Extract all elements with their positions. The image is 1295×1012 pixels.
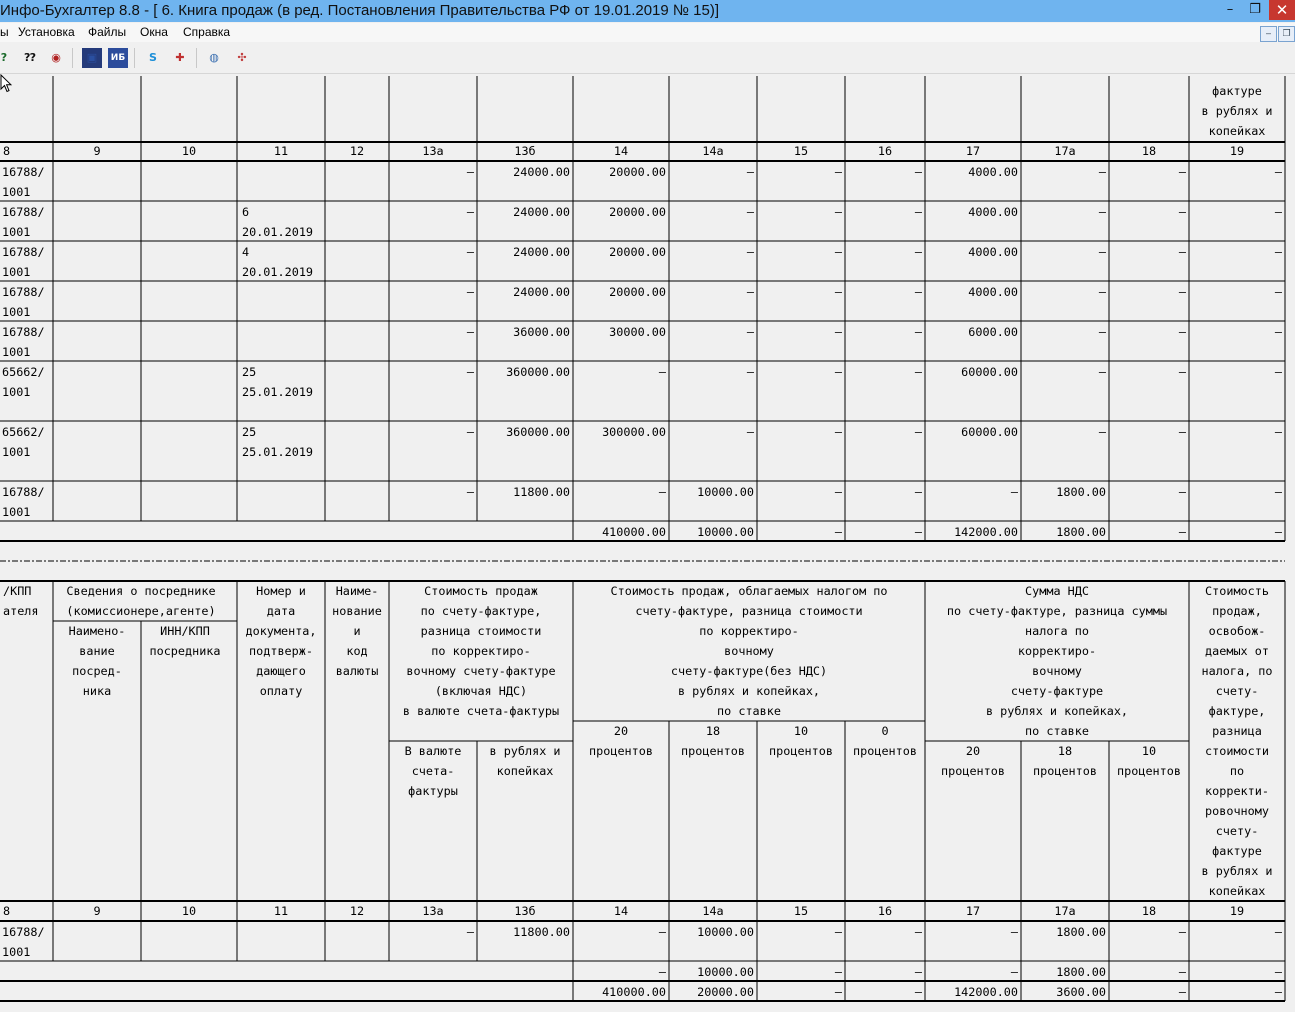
column-header-17-18: по ставке [1025, 724, 1089, 738]
column-number: 15 [793, 144, 809, 158]
column-header-14-16: счету-фактуре, разница стоимости [635, 604, 863, 618]
total-cell-c16: – [914, 985, 922, 999]
total-cell-c19: – [1274, 985, 1282, 999]
menu-item-windows[interactable]: Окна [140, 25, 168, 39]
amount-cell-c13b: 36000.00 [513, 325, 570, 339]
menu-item-partial[interactable]: ы [0, 25, 9, 39]
menu-bar [0, 23, 1295, 42]
amount-cell-c17: 4000.00 [968, 245, 1018, 259]
column-header-19: копейках [1208, 884, 1266, 898]
column-number: 8 [3, 144, 11, 158]
amount-cell-c19: – [1274, 485, 1282, 499]
invoice-inn-cell: 1001 [2, 225, 31, 239]
payment-document-cell: 25.01.2019 [242, 385, 314, 399]
column-header-19: освобож- [1208, 624, 1266, 638]
column-header-19: стоимости [1205, 744, 1269, 758]
column-header-18: 10 [1141, 744, 1157, 758]
column-number: 18 [1141, 144, 1157, 158]
mouse-cursor-icon [0, 74, 12, 94]
amount-cell-c17: – [1010, 925, 1018, 939]
amount-cell-c17: 4000.00 [968, 205, 1018, 219]
amount-cell-c16: – [914, 165, 922, 179]
column-header-18: процентов [1117, 764, 1181, 778]
total-cell-c17: 142000.00 [954, 525, 1018, 539]
column-number: 18 [1141, 904, 1157, 918]
column-header-13: в валюте счета-фактуры [402, 704, 560, 718]
amount-cell-c13b: 24000.00 [513, 245, 570, 259]
column-header-14: процентов [589, 744, 653, 758]
amount-cell-c13b: 360000.00 [506, 425, 570, 439]
amount-cell-c14a: 10000.00 [697, 925, 754, 939]
amount-cell-c13a: – [466, 485, 474, 499]
total-cell-c18: – [1178, 525, 1186, 539]
amount-cell-c14: – [658, 485, 666, 499]
column-header-11: документа, [245, 624, 317, 638]
column-number: 15 [793, 904, 809, 918]
invoice-inn-cell: 16788/ [2, 325, 45, 339]
column-header-16: 0 [881, 724, 889, 738]
column-header-14-16: Стоимость продаж, облагаемых налогом по [610, 584, 888, 598]
invoice-inn-cell: 1001 [2, 345, 31, 359]
amount-cell-c18: – [1178, 325, 1186, 339]
column-header-13: разница стоимости [420, 624, 542, 638]
total-cell-c15: – [834, 525, 842, 539]
amount-cell-c13b: 360000.00 [506, 365, 570, 379]
column-number: 16 [877, 904, 893, 918]
column-header-13a: В валюте [404, 744, 462, 758]
column-header-17-18: Сумма НДС [1025, 584, 1089, 598]
payment-document-cell: 20.01.2019 [242, 225, 314, 239]
menu-item-files[interactable]: Файлы [88, 25, 127, 39]
amount-cell-c17: 4000.00 [968, 285, 1018, 299]
column-header-13b: в рублях и [489, 744, 561, 758]
column-header-15: 10 [793, 724, 809, 738]
amount-cell-c19: – [1274, 245, 1282, 259]
amount-cell-c17: 60000.00 [961, 425, 1018, 439]
amount-cell-c13a: – [466, 925, 474, 939]
amount-cell-c19: – [1274, 285, 1282, 299]
amount-cell-c17a: – [1098, 285, 1106, 299]
amount-cell-c13a: – [466, 205, 474, 219]
column-header-11: дающего [256, 664, 306, 678]
column-header-12: нование [332, 604, 382, 618]
invoice-inn-cell: 16788/ [2, 205, 45, 219]
invoice-inn-cell: 1001 [2, 505, 31, 519]
total-cell-c14: 410000.00 [602, 525, 666, 539]
amount-cell-c16: – [914, 425, 922, 439]
total-cell-c15: – [834, 965, 842, 979]
amount-cell-c14a: 10000.00 [697, 485, 754, 499]
ib10-icon[interactable]: ИБ [108, 48, 128, 68]
column-number: 14 [613, 904, 629, 918]
amount-cell-c17: – [1010, 485, 1018, 499]
column-number: 13б [514, 144, 536, 158]
total-cell-c14a: 20000.00 [697, 985, 754, 999]
amount-cell-c17a: 1800.00 [1056, 485, 1106, 499]
column-header-10: посредника [149, 644, 221, 658]
amount-cell-c17a: – [1098, 425, 1106, 439]
column-number: 11 [273, 904, 289, 918]
amount-cell-c14a: – [746, 245, 754, 259]
invoice-inn-cell: 16788/ [2, 485, 45, 499]
toolbar-separator [72, 48, 73, 68]
amount-cell-c16: – [914, 205, 922, 219]
amount-cell-c17: 4000.00 [968, 165, 1018, 179]
column-header-19: ровочному [1205, 804, 1269, 818]
total-cell-c17a: 3600.00 [1056, 985, 1106, 999]
menu-item-help[interactable]: Справка [183, 25, 231, 39]
column-header-19: налога, по [1201, 664, 1273, 678]
sales-book-report[interactable] [0, 74, 1295, 1012]
column-header-14-16: счету-фактуре(без НДС) [670, 664, 828, 678]
column-header-13b: копейках [496, 764, 554, 778]
amount-cell-c17a: – [1098, 245, 1106, 259]
column-header-19: фактуре [1212, 84, 1262, 98]
column-header-17-18: счету-фактуре [1010, 684, 1104, 698]
amount-cell-c14a: – [746, 365, 754, 379]
column-number: 14 [613, 144, 629, 158]
column-header-13: (включая НДС) [434, 684, 528, 698]
lifebuoy-icon[interactable]: ✚ [175, 51, 185, 64]
amount-cell-c13a: – [466, 245, 474, 259]
amount-cell-c18: – [1178, 245, 1186, 259]
column-header-19: копейках [1208, 124, 1266, 138]
intermediary-header: Сведения о посреднике [66, 584, 216, 598]
column-header-9: посред- [72, 664, 122, 678]
amount-cell-c14: 30000.00 [609, 325, 666, 339]
column-number: 19 [1229, 904, 1245, 918]
amount-cell-c14: – [658, 925, 666, 939]
column-header-13: вочному счету-фактуре [406, 664, 556, 678]
amount-cell-c19: – [1274, 925, 1282, 939]
amount-cell-c15: – [834, 425, 842, 439]
column-number: 12 [349, 144, 365, 158]
column-number: 17 [965, 904, 981, 918]
column-number: 12 [349, 904, 365, 918]
column-header-17a: 18 [1057, 744, 1073, 758]
invoice-inn-cell: 1001 [2, 945, 31, 959]
column-number: 14а [702, 904, 724, 918]
payment-document-cell: 6 [242, 205, 250, 219]
amount-cell-c16: – [914, 485, 922, 499]
total-cell-c18: – [1178, 965, 1186, 979]
column-header-14-16: по ставке [717, 704, 781, 718]
toolbar-separator [134, 48, 135, 68]
amount-cell-c13a: – [466, 285, 474, 299]
total-cell-c14: – [658, 965, 666, 979]
total-cell-c16: – [914, 965, 922, 979]
column-header-9: ника [82, 684, 112, 698]
column-header-12: и [353, 624, 361, 638]
column-header-8: /КПП [3, 584, 32, 598]
amount-cell-c19: – [1274, 365, 1282, 379]
amount-cell-c15: – [834, 925, 842, 939]
column-number: 13а [422, 144, 444, 158]
column-header-19: фактуре, [1208, 704, 1266, 718]
amount-cell-c18: – [1178, 925, 1186, 939]
column-number: 19 [1229, 144, 1245, 158]
column-number: 13б [514, 904, 536, 918]
close-button[interactable]: ✕ [1269, 0, 1295, 20]
column-header-17-18: в рублях и копейках, [985, 704, 1129, 718]
column-number: 17а [1054, 144, 1076, 158]
payment-document-cell: 25 [242, 365, 257, 379]
amount-cell-c15: – [834, 285, 842, 299]
column-number: 8 [3, 904, 11, 918]
column-header-13a: фактуры [408, 784, 458, 798]
column-header-17-18: по счету-фактуре, разница суммы [946, 604, 1168, 618]
amount-cell-c14a: – [746, 425, 754, 439]
column-header-19: счету- [1215, 824, 1259, 838]
column-header-15: процентов [769, 744, 833, 758]
globe-icon[interactable]: ◍ [209, 51, 219, 64]
amount-cell-c13b: 11800.00 [513, 485, 570, 499]
column-header-19: по [1229, 764, 1245, 778]
column-header-17a: процентов [1033, 764, 1097, 778]
column-header-11: Номер и [256, 584, 306, 598]
amount-cell-c13a: – [466, 325, 474, 339]
column-header-14a: 18 [705, 724, 721, 738]
skype-icon[interactable]: S [149, 51, 157, 64]
column-header-9: вание [79, 644, 115, 658]
amount-cell-c15: – [834, 165, 842, 179]
invoice-inn-cell: 16788/ [2, 285, 45, 299]
column-number: 9 [93, 144, 101, 158]
payment-document-cell: 25 [242, 425, 257, 439]
column-header-19: Стоимость [1205, 584, 1269, 598]
amount-cell-c17a: – [1098, 365, 1106, 379]
amount-cell-c13b: 24000.00 [513, 205, 570, 219]
column-header-17-18: налога по [1025, 624, 1089, 638]
book-icon[interactable]: ▣ [82, 48, 102, 68]
column-number: 11 [273, 144, 289, 158]
total-cell-c14: 410000.00 [602, 985, 666, 999]
amount-cell-c15: – [834, 325, 842, 339]
invoice-inn-cell: 65662/ [2, 425, 45, 439]
column-header-19: в рублях и [1201, 104, 1273, 118]
invoice-inn-cell: 16788/ [2, 165, 45, 179]
total-cell-c15: – [834, 985, 842, 999]
payment-document-cell: 4 [242, 245, 250, 259]
column-header-12: валюты [335, 664, 379, 678]
toolbar [0, 43, 1295, 74]
column-header-11: подтверж- [249, 644, 313, 658]
toolbar-separator [196, 48, 197, 68]
column-header-14-16: вочному [724, 644, 774, 658]
column-number: 16 [877, 144, 893, 158]
amount-cell-c19: – [1274, 205, 1282, 219]
amount-cell-c17a: – [1098, 165, 1106, 179]
invoice-inn-cell: 1001 [2, 445, 31, 459]
column-header-12: код [346, 644, 368, 658]
amount-cell-c18: – [1178, 485, 1186, 499]
column-header-17-18: вочному [1032, 664, 1082, 678]
amount-cell-c19: – [1274, 325, 1282, 339]
amount-cell-c16: – [914, 245, 922, 259]
total-cell-c14a: 10000.00 [697, 965, 754, 979]
amount-cell-c18: – [1178, 425, 1186, 439]
total-cell-c17a: 1800.00 [1056, 965, 1106, 979]
network-icon[interactable]: ✣ [237, 51, 247, 64]
amount-cell-c13b: 11800.00 [513, 925, 570, 939]
amount-cell-c16: – [914, 325, 922, 339]
column-header-11: дата [266, 604, 296, 618]
column-header-8: ателя [3, 604, 39, 618]
column-number: 10 [181, 904, 197, 918]
column-header-14-16: по корректиро- [699, 624, 799, 638]
invoice-inn-cell: 65662/ [2, 365, 45, 379]
mdi-minimize-button[interactable]: – [1260, 26, 1277, 42]
column-header-12: Наиме- [335, 584, 379, 598]
column-header-10: ИНН/КПП [160, 624, 210, 638]
amount-cell-c18: – [1178, 205, 1186, 219]
amount-cell-c14: 300000.00 [602, 425, 666, 439]
invoice-inn-cell: 1001 [2, 305, 31, 319]
invoice-inn-cell: 16788/ [2, 245, 45, 259]
total-cell-c18: – [1178, 985, 1186, 999]
total-cell-c17: 142000.00 [954, 985, 1018, 999]
window-title: Инфо-Бухгалтер 8.8 - [ 6. Книга продаж (в ред. Постановления Правительства РФ от 19.01.2019 № 15)] [0, 2, 720, 19]
amount-cell-c18: – [1178, 285, 1186, 299]
amount-cell-c13b: 24000.00 [513, 285, 570, 299]
column-header-19: фактуре [1212, 844, 1262, 858]
total-cell-c19: – [1274, 965, 1282, 979]
total-cell-c19: – [1274, 525, 1282, 539]
amount-cell-c14a: – [746, 165, 754, 179]
total-cell-c17: – [1010, 965, 1018, 979]
total-cell-c16: – [914, 525, 922, 539]
intermediary-header: (комиссионере,агенте) [66, 604, 216, 618]
amount-cell-c14: 20000.00 [609, 165, 666, 179]
amount-cell-c13a: – [466, 365, 474, 379]
amount-cell-c14: 20000.00 [609, 285, 666, 299]
amount-cell-c16: – [914, 285, 922, 299]
amount-cell-c19: – [1274, 425, 1282, 439]
amount-cell-c13b: 24000.00 [513, 165, 570, 179]
amount-cell-c15: – [834, 205, 842, 219]
amount-cell-c18: – [1178, 365, 1186, 379]
column-header-19: даемых от [1205, 644, 1269, 658]
minimize-button[interactable]: – [1226, 2, 1234, 17]
context-help-icon[interactable]: ⁇ [24, 51, 36, 64]
amount-cell-c15: – [834, 245, 842, 259]
amount-cell-c17: 6000.00 [968, 325, 1018, 339]
invoice-inn-cell: 16788/ [2, 925, 45, 939]
amount-cell-c14: 20000.00 [609, 245, 666, 259]
amount-cell-c14: – [658, 365, 666, 379]
column-header-14-16: в рублях и копейках, [677, 684, 821, 698]
column-header-17: 20 [965, 744, 981, 758]
column-number: 17 [965, 144, 981, 158]
invoice-inn-cell: 1001 [2, 385, 31, 399]
title-bar [0, 0, 1295, 22]
column-header-19: корректи- [1205, 784, 1269, 798]
amount-cell-c17: 60000.00 [961, 365, 1018, 379]
menu-item-settings[interactable]: Установка [18, 25, 75, 39]
column-header-16: процентов [853, 744, 917, 758]
mdi-restore-button[interactable]: ❐ [1278, 26, 1295, 42]
amount-cell-c14a: – [746, 205, 754, 219]
amount-cell-c19: – [1274, 165, 1282, 179]
amount-cell-c16: – [914, 365, 922, 379]
amount-cell-c14: 20000.00 [609, 205, 666, 219]
column-number: 17а [1054, 904, 1076, 918]
payment-document-cell: 20.01.2019 [242, 265, 314, 279]
column-header-11: оплату [259, 684, 303, 698]
amount-cell-c13a: – [466, 425, 474, 439]
column-header-13: Стоимость продаж [424, 584, 538, 598]
total-cell-c14a: 10000.00 [697, 525, 754, 539]
column-header-19: в рублях и [1201, 864, 1273, 878]
payment-document-cell: 25.01.2019 [242, 445, 314, 459]
column-header-13a: счета- [411, 764, 455, 778]
invoice-inn-cell: 1001 [2, 265, 31, 279]
amount-cell-c16: – [914, 925, 922, 939]
amount-cell-c15: – [834, 485, 842, 499]
column-header-13: по корректиро- [431, 644, 531, 658]
column-header-19: разница [1212, 724, 1262, 738]
column-header-14a: процентов [681, 744, 745, 758]
column-header-19: счету- [1215, 684, 1259, 698]
column-header-9: Наимено- [68, 624, 126, 638]
column-number: 10 [181, 144, 197, 158]
column-number: 13а [422, 904, 444, 918]
column-header-13: по счету-фактуре, [420, 604, 542, 618]
total-cell-c17a: 1800.00 [1056, 525, 1106, 539]
restore-button[interactable]: ❐ [1249, 2, 1261, 17]
column-header-17-18: корректиро- [1017, 644, 1097, 658]
help-icon[interactable]: ? [0, 51, 8, 64]
column-header-14: 20 [613, 724, 629, 738]
amount-cell-c13a: – [466, 165, 474, 179]
amount-cell-c17a: 1800.00 [1056, 925, 1106, 939]
amount-cell-c15: – [834, 365, 842, 379]
column-number: 14а [702, 144, 724, 158]
amount-cell-c14a: – [746, 285, 754, 299]
amount-cell-c17a: – [1098, 325, 1106, 339]
column-header-19: продаж, [1212, 604, 1262, 618]
compass-icon[interactable]: ◉ [51, 51, 61, 64]
invoice-inn-cell: 1001 [2, 185, 31, 199]
amount-cell-c17a: – [1098, 205, 1106, 219]
amount-cell-c18: – [1178, 165, 1186, 179]
column-header-17: процентов [941, 764, 1005, 778]
column-number: 9 [93, 904, 101, 918]
amount-cell-c14a: – [746, 325, 754, 339]
